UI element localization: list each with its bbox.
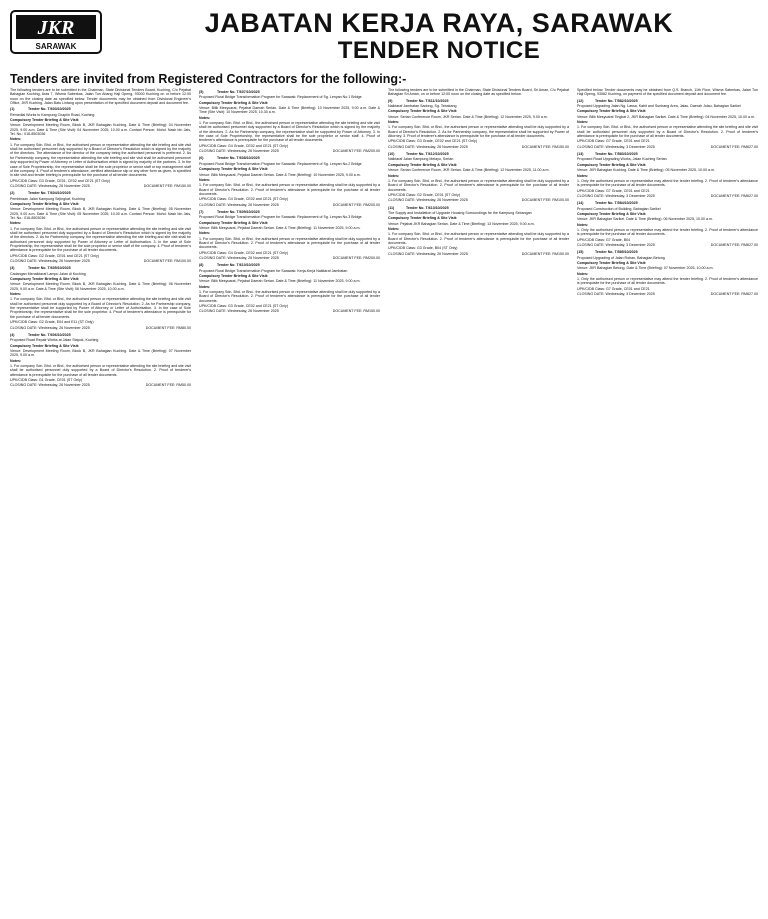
notes-label: Notes: — [10, 292, 22, 297]
tender-code: Tender No. T/582/10/2025 — [595, 98, 638, 103]
tender-code: Tender No. T/609/10/2025 — [217, 209, 260, 214]
briefing-label: Compulsory Tender Briefing & Site Visit: — [388, 216, 458, 221]
tender-heading — [199, 210, 380, 214]
notice-column — [199, 88, 380, 918]
tender-code: Tender No. T/608/10/2025 — [217, 156, 260, 161]
contractor-class: UPK/CIDB Class: G2 Grade, E04 and E11 (ST Only) — [10, 320, 94, 325]
tender-title: Proposed Rural Bridge Transformation Program for Sarawak: Replacement of Sg. Lenyan No.1 Bridge — [199, 95, 362, 100]
briefing-details: Venue: JKR Bahagian Kuching. Date & Time (Briefing): 05 November 2025, 10.00 a.m. — [577, 168, 716, 173]
tender-title: Proposed Upgrading of Jalan Roban, Bahagian Betong — [577, 255, 665, 260]
tender-title: Proposed Upgrading Jalan Ng. Lassa, Kabit and Sunbang Area, Jalau, Daerah Julau, Bahagian Sarikei — [577, 104, 741, 109]
tender-number: (6) — [199, 156, 204, 161]
closing-fee-row — [388, 145, 569, 149]
document-fee: DOCUMENT FEE: RM150.00 — [521, 144, 569, 149]
tender-heading — [10, 333, 191, 337]
contractor-class: UPK/CIDB Class: G3 Grade, CE02 and CE21 (ST Only) — [199, 304, 289, 309]
document-fee: DOCUMENT FEE: RM150.00 — [521, 251, 569, 256]
tender-code: Tender No. T/605/10/2025 — [28, 266, 71, 271]
tender-heading — [577, 99, 758, 103]
tender-number: (10) — [388, 152, 395, 157]
closing-date: CLOSING DATE: Wednesday, 26 November 2025 — [199, 202, 279, 207]
column-lead-paragraph: The following tenders are to be submitted in the Chairman, State Divisional Tenders Board, Kuching, C/o Pejabat Bahagian Kuching, Aras 7, Wisma Saberkas, Jalan Tun Abang Haji Openg, 93000 Kuching on or before 12:00 noon on the closing date as specified below. Tender documents may be obtained from Divisional Engineer's Office, JKR Kuching, Jalan Batu Lintang upon presentation of the specified document deposit and document fee. — [10, 88, 191, 106]
document-fee: DOCUMENT FEE: RM200.00 — [332, 202, 380, 207]
tender-number: (2) — [10, 191, 15, 196]
tender-notes: 1. Only the authorised person or representative may attend the tender briefing. 2. Proof of tenderer's attendance is prerequisite for the purchase of all tender documents. — [577, 178, 758, 188]
closing-date: CLOSING DATE: Wednesday, 26 November 2025 — [10, 325, 90, 330]
tender-title: Naiktaraf Jambatan Sadong, Sg. Tebakang — [388, 104, 457, 109]
briefing-label: Compulsory Tender Briefing & Site Visit: — [577, 211, 647, 216]
jkr-logo — [10, 10, 102, 54]
briefing-details: Venue: JKR Bahagian Betong. Date & Time (Briefing): 07 November 2025, 10.00 a.m. — [577, 266, 714, 271]
tender-entry — [10, 266, 191, 329]
tender-number: (15) — [577, 250, 584, 255]
closing-date: CLOSING DATE: Wednesday, 26 November 2025 — [199, 256, 279, 260]
briefing-details: Venue: Development Meeting Room, Block B, JKR Bahagian Kuching. Date & Time (Briefing): 05 November 2025, 9.00 a.m. Date & Time (Site Visit): 05 November 2025, 10.00 a.m. Contact Person: Mohd. Nasir bin Jais, Tel. No.: 016-8503036 — [10, 207, 191, 220]
closing-date: CLOSING DATE: Wednesday, 26 November 2025 — [199, 309, 279, 314]
tender-notes: 1. For company Sdn. Bhd. or Bhd., the authorised person or representative attending the site briefing and site visit shall be authorised personnel duly supported by a Board of Director's Resolution which is signed by the majority of the directors. The attendance of the director of the company being the authorised personnel is preferred. 2. As for Partnership company, the representative attending the site briefing and site visit shall be authorised personnel duly supported by Power of Attorney or Letter of Authorisation which is signed by majority of the partners. 3. In the case of Sole Proprietorship, the representative shall be the sole proprietor or senior staff or top management staff of the company. 4. Proof of tenderer's attendance, certified attendance slip or any other form as given, is specified in site visit and tender briefing is prerequisite for the purchase of all tender documents. — [10, 142, 191, 178]
logo-text: JKR — [37, 17, 75, 39]
tender-code: Tender No. T/612/10/2025 — [406, 152, 449, 157]
document-fee: DOCUMENT FEE: RM100.00 — [521, 198, 569, 203]
briefing-details: Venue: Bilik Mesyuarat Tingkat 2, JKR Bahagian Sarikei. Date & Time (Briefing): 04 November 2025, 10.00 a.m. — [577, 114, 755, 119]
contractor-class: UPK/CIDB Class: G3 Grade, B04 (ST Only) — [388, 246, 458, 251]
notice-column — [10, 88, 191, 918]
notes-label: Notes: — [577, 271, 589, 276]
notice-column — [388, 88, 569, 918]
document-fee: DOCUMENT FEE: RM200.00 — [332, 149, 380, 154]
tender-code: Tender No. T/583/10/2025 — [595, 152, 638, 157]
tender-entry — [388, 99, 569, 149]
page-subtitle: TENDER NOTICE — [337, 37, 541, 64]
briefing-label: Compulsory Tender Briefing & Site Visit: — [577, 261, 647, 265]
document-fee: DOCUMENT FEE: RM627.00 — [710, 292, 758, 297]
tender-entry — [10, 191, 191, 263]
document-fee: DOCUMENT FEE: RM200.00 — [332, 256, 380, 260]
notes-label: Notes: — [10, 221, 22, 226]
briefing-details: Venue: Development Meeting Room, Block B, JKR Bahagian Kuching. Date & Time (Briefing): 07 November 2025, 9.00 a.m. — [10, 348, 191, 358]
notes-label: Notes: — [10, 358, 22, 363]
closing-fee-row — [199, 309, 380, 313]
briefing-label: Compulsory Tender Briefing & Site Visit: — [577, 109, 647, 114]
closing-date: CLOSING DATE: Wednesday, 3 December 2025 — [577, 193, 655, 198]
tender-heading — [388, 206, 569, 210]
tender-notes: 1. For company Sdn. Bhd. or Bhd., the authorised person or representative attending shall be duly supported by a Board of Director's Resolution. 2. Proof of tenderer's attendance is prerequisite for the purchase of all tender documents. — [388, 178, 569, 192]
tender-heading — [199, 156, 380, 160]
contractor-class: UPK/CIDB Class: G3 Grade, CE01, CE02 and CE21 (ST Only) — [10, 178, 110, 183]
tender-code: Tender No. T/606/10/2025 — [28, 332, 71, 337]
tender-title: The Supply and Installation of Upgrade Housing Surroundings for the Kampung Sebangan — [388, 210, 532, 215]
briefing-label: Compulsory Tender Briefing & Site Visit: — [388, 109, 458, 114]
briefing-details: Venue: Development Meeting Room, Block B, JKR Bahagian Kuching. Date & Time (Briefing): 06 November 2025, 9.00 a.m. Date & Time (Site Visit): 06 November 2025, 10.00 a.m. — [10, 282, 191, 291]
tender-heading — [577, 152, 758, 156]
closing-date: CLOSING DATE: Wednesday, 3 December 2025 — [577, 242, 655, 247]
tender-number: (12) — [577, 98, 584, 103]
closing-date: CLOSING DATE: Wednesday, 26 November 2025 — [388, 198, 468, 203]
tender-notes: 1. For company Sdn. Bhd. or Bhd., the authorised person or representative attending the site briefing and site visit shall be authorised personnel duly supported by a Board of Director's Resolution which is signed by the majority of the directors. 2. As for Partnership company, the representative shall be supported by Power of Attorney. 3. In the case of Sole Proprietorship, the representative shall be the sole proprietor or senior staff. 4. Proof of tenderer's attendance is prerequisite for the purchase of all tender documents. — [199, 121, 380, 143]
notes-label: Notes: — [577, 173, 589, 178]
tender-entry — [577, 99, 758, 149]
tender-notes: 1. For company Sdn. Bhd. or Bhd., the authorised person or representative attending shall be duly supported by a Board of Director's Resolution. 2. Proof of tenderer's attendance is prerequisite for the purchase of all tender documents. — [199, 236, 380, 250]
closing-date: CLOSING DATE: Wednesday, 3 December 2025 — [577, 292, 655, 297]
briefing-label: Compulsory Tender Briefing & Site Visit: — [10, 277, 80, 282]
tender-title: Proposed Rural Bridge Transformation Program for Sarawak: Replacement of Sg. Lenyan No.2 Bridge — [199, 161, 362, 166]
notes-label: Notes: — [199, 177, 211, 182]
document-fee: DOCUMENT FEE: RM627.00 — [710, 242, 758, 247]
tender-code: Tender No. T/610/10/2025 — [217, 263, 260, 268]
tender-entry — [388, 152, 569, 202]
tender-entry — [199, 263, 380, 313]
notice-header — [10, 6, 758, 64]
logo-subtext: SARAWAK — [35, 42, 77, 51]
tender-heading — [388, 99, 569, 103]
tender-entry — [388, 206, 569, 256]
tender-title: Remedial Works to Kampung Chaplin Road, Kuching — [10, 112, 95, 117]
tender-code: Tender No. T/604/10/2025 — [28, 191, 71, 196]
tender-title: Naiktaraf Jalan Kampung Melayu, Serian — [388, 157, 454, 162]
tender-heading — [10, 107, 191, 111]
notes-label: Notes: — [388, 226, 400, 231]
closing-date: CLOSING DATE: Wednesday, 3 December 2025 — [577, 144, 655, 149]
title-block — [120, 8, 758, 64]
closing-date: CLOSING DATE: Wednesday, 26 November 2025 — [388, 251, 468, 256]
document-fee: DOCUMENT FEE: RM150.00 — [332, 309, 380, 314]
briefing-details: Venue: JKR Bahagian Sarikei. Date & Time (Briefing): 06 November 2025, 10.00 a.m. — [577, 217, 714, 222]
column-lead-paragraph: Specified below. Tender documents may be obtained from Q.S. Branch, 11th Floor, Wisma Saberkas, Jalan Tun Haji Openg, 93582 Kuching, on payment of the specified document deposit and document fee. — [577, 88, 758, 97]
tender-notes: 1. For company Sdn. Bhd. or Bhd., the authorised person or representative attending shall be duly supported by a Board of Director's Resolution. 2. Proof of tenderer's attendance is prerequisite for the purchase of all tender documents. — [199, 290, 380, 303]
closing-fee-row — [199, 149, 380, 153]
briefing-label: Compulsory Tender Briefing & Site Visit: — [388, 162, 458, 167]
briefing-details: Venue: Bilik Mesyuarat, Pejabat Daerah Serian. Date & Time (Briefing): 10 November 2025, 9.00 a.m. — [199, 172, 361, 177]
closing-fee-row — [577, 194, 758, 198]
contractor-class: UPK/CIDB Class: G7 Grade, CE01 and CE21 — [577, 286, 650, 291]
tender-number: (8) — [199, 263, 204, 268]
tender-notes: 1. For company Sdn. Bhd. or Bhd., the authorised person or representative attending shall be duly supported by a Board of Director's Resolution. 2. Proof of tenderer's attendance is prerequisite for the purchase of all tender documents. — [388, 232, 569, 245]
tender-heading — [388, 152, 569, 156]
tender-title: Cadangan Menaiktaraf Lampu Jalan di Kuching — [10, 271, 86, 276]
closing-fee-row — [10, 259, 191, 263]
tender-number: (3) — [10, 266, 15, 271]
notes-label: Notes: — [388, 173, 400, 178]
closing-date: CLOSING DATE: Wednesday, 26 November 2025 — [10, 183, 90, 188]
document-fee: DOCUMENT FEE: RM100.00 — [143, 259, 191, 264]
closing-fee-row — [577, 292, 758, 296]
tender-code: Tender No. T/611/10/2025 — [406, 98, 449, 103]
briefing-label: Compulsory Tender Briefing & Site Visit: — [199, 274, 269, 279]
tender-entry — [577, 201, 758, 247]
contractor-class: UPK/CIDB Class: G7 Grade, CE01 and CE21 — [577, 139, 650, 144]
tender-title: Proposed Rural Bridge Transformation Program for Sarawak: Replacement of Sg. Lenyan No.3 Bridge — [199, 215, 362, 220]
tender-code: Tender No. T/584/10/2025 — [595, 201, 638, 206]
tender-notes: 1. For company Sdn. Bhd. or Bhd., the authorised person or representative attending the site briefing and site visit shall be authorised personnel duly supported by a Board of Director's Resolution. 2. Proof of tenderer's attendance is prerequisite for the purchase of all tender documents. — [10, 363, 191, 377]
contractor-class: UPK/CIDB Class: G2 Grade, CE01 and CE21 (ST Only) — [10, 253, 100, 258]
notice-columns — [10, 88, 758, 918]
briefing-details: Venue: Pejabat JKR Bahagian Serian. Date & Time (Briefing): 13 November 2025, 9.00 a.m. — [388, 221, 535, 226]
tender-entry — [199, 156, 380, 206]
tender-notes: 1. For company Sdn. Bhd. or Bhd., the authorised person or representative attending the site briefing and site visit shall be authorised personnel duly supported by a Board of Director's Resolution. 2. As for Partnership company, the representative shall be supported by Power of Attorney or Letter of Authorisation. 3. In the case of Sole Proprietorship, the representative shall be the sole proprietor. 4. Proof of tenderer's attendance is prerequisite for the purchase of all tender documents. — [10, 297, 191, 319]
tender-entry — [10, 333, 191, 388]
document-fee: DOCUMENT FEE: RM50.00 — [145, 383, 191, 388]
contractor-class: UPK/CIDB Class: G4 Grade, CE02 and CE21 (ST Only) — [199, 197, 289, 202]
tender-number: (7) — [199, 209, 204, 214]
briefing-details: Venue: Bilik Mesyuarat, Pejabat Daerah Serian. Date & Time (Briefing): 11 November 2025, 9.00 a.m. — [199, 279, 361, 284]
tender-title: Pembinaan Jalan Kampung Sejingkat, Kuching — [10, 196, 85, 201]
tender-title: Proposed Road Upgrading Works, Jalan Kuching Serian — [577, 157, 667, 162]
tender-entry — [577, 250, 758, 296]
tender-number: (13) — [577, 152, 584, 157]
briefing-details: Venue: Serian Conference Room, JKR Serian. Date & Time (Briefing): 12 November 2025, 9.00 a.m. — [388, 114, 548, 119]
tender-heading — [577, 201, 758, 205]
closing-fee-row — [577, 243, 758, 247]
contractor-class: UPK/CIDB Class: G7 Grade, B04 — [577, 237, 631, 242]
column-lead-paragraph: The following tenders are to be submitted in the Chairman, State Divisional Tenders Board, Sri Aman, C/o Pejabat Bahagian Sri Aman, on or before 12:00 noon on the closing date as specified below. — [388, 88, 569, 97]
tender-code: Tender No. T/585/10/2025 — [595, 250, 638, 255]
briefing-details: Venue: Development Meeting Room, Block B, JKR Bahagian Kuching. Date & Time (Briefing): 04 November 2025, 9.00 a.m. Date & Time (Site Visit): 04 November 2025, 10.00 a.m. Contact Person: Mohd. Nasir bin Jais, Tel. No.: 016-8503036 — [10, 123, 191, 137]
tender-code: Tender No. T/607/10/2025 — [217, 90, 260, 94]
briefing-details: Venue: Bilik Mesyuarat, Pejabat Daerah Serian. Date & Time (Briefing): 10 November 2025, 9.00 a.m. Date & Time (Site Visit): 10 November 2025, 10.30 a.m. — [199, 106, 380, 115]
tender-code: Tender No. T/613/10/2025 — [406, 205, 449, 210]
tender-number: (5) — [199, 90, 204, 94]
tender-entry — [199, 210, 380, 260]
closing-fee-row — [388, 252, 569, 256]
contractor-class: UPK/CIDB Class: G4 Grade, CE02 and CE21 (ST Only) — [199, 143, 289, 148]
page-title: JABATAN KERJA RAYA, SARAWAK — [204, 8, 674, 38]
document-fee: DOCUMENT FEE: RM150.00 — [143, 183, 191, 188]
notes-label: Notes: — [199, 231, 211, 236]
tender-code: Tender No. T/603/10/2025 — [28, 107, 71, 112]
briefing-label: Compulsory Tender Briefing & Site Visit: — [199, 220, 269, 225]
intro-heading: Tenders are invited from Registered Contractors for the following:- — [10, 72, 407, 86]
closing-date: CLOSING DATE: Wednesday, 26 November 2025 — [10, 383, 90, 388]
tender-title: Proposed Construction of Building, Bahagian Sarikei — [577, 206, 661, 211]
briefing-details: Venue: Bilik Mesyuarat, Pejabat Daerah Serian. Date & Time (Briefing): 11 November 2025, 9.00 a.m. — [199, 225, 361, 230]
closing-date: CLOSING DATE: Wednesday, 26 November 2025 — [199, 149, 279, 154]
briefing-label: Compulsory Tender Briefing & Site Visit: — [577, 162, 647, 167]
tender-number: (11) — [388, 205, 395, 210]
tender-notes: 1. For company Sdn. Bhd. or Bhd., the authorised person or representative attending the site briefing and site visit shall be authorised personnel duly supported by a Board of Director's Resolution which is signed by the majority of the directors. 2. As for Partnership company, the representative attending the site briefing and site visit shall be authorised personnel duly supported by Power of Attorney or Letter of Authorisation. 3. In the case of Sole Proprietorship, the representative shall be the sole proprietor or senior staff of the company. 4. Proof of tenderer's attendance is prerequisite for the purchase of all tender documents. — [10, 226, 191, 253]
document-fee: DOCUMENT FEE: RM627.00 — [710, 193, 758, 198]
closing-fee-row — [199, 256, 380, 260]
tender-entry — [199, 90, 380, 153]
tender-heading — [10, 191, 191, 195]
document-fee: DOCUMENT FEE: RM80.00 — [145, 325, 191, 330]
closing-fee-row — [10, 383, 191, 387]
notes-label: Notes: — [577, 120, 589, 125]
closing-fee-row — [10, 326, 191, 330]
closing-fee-row — [577, 145, 758, 149]
notes-label: Notes: — [388, 120, 400, 125]
notes-label: Notes: — [199, 115, 211, 120]
briefing-details: Venue: Serian Conference Room, JKR Serian. Date & Time (Briefing): 12 November 2025, 11.00 a.m. — [388, 168, 550, 173]
contractor-class: UPK/CIDB Class: G3 Grade, CE02 and CE21 (ST Only) — [388, 139, 478, 144]
briefing-label: Compulsory Tender Briefing & Site Visit: — [10, 118, 80, 123]
tender-number: (14) — [577, 201, 584, 206]
tender-heading — [199, 90, 380, 94]
closing-date: CLOSING DATE: Wednesday, 26 November 2025 — [10, 259, 90, 264]
tender-number: (9) — [388, 98, 393, 103]
tender-notes: 1. For company Sdn. Bhd. or Bhd., the authorised person or representative attending shall be duly supported by a Board of Director's Resolution. 2. Proof of tenderer's attendance is prerequisite for the purchase of all tender documents. — [199, 183, 380, 196]
tender-title: Proposed Rural Bridge Transformation Program for Sarawak: Kerja-Kerja Naiktaraf Jambatan — [199, 268, 348, 273]
closing-date: CLOSING DATE: Wednesday, 26 November 2025 — [388, 144, 468, 149]
tender-entry — [577, 152, 758, 198]
notes-label: Notes: — [10, 137, 22, 142]
tender-notes: 1. Only the authorised person or representative may attend the tender briefing. 2. Proof of tenderer's attendance is prerequisite for the purchase of all tender documents. — [577, 227, 758, 237]
briefing-label: Compulsory Tender Briefing & Site Visit: — [199, 167, 269, 172]
closing-fee-row — [199, 203, 380, 207]
document-fee: DOCUMENT FEE: RM627.00 — [710, 144, 758, 149]
tender-number: (4) — [10, 332, 15, 337]
tender-heading — [199, 263, 380, 267]
briefing-label: Compulsory Tender Briefing & Site Visit: — [199, 100, 269, 105]
tender-notes: 1. Only the authorised person or representative may attend the tender briefing. 2. Proof of tenderer's attendance is prerequisite for the purchase of all tender documents. — [577, 277, 758, 286]
tender-number: (1) — [10, 107, 15, 112]
tender-title: Proposed Road Repair Works at Jalan Stapok, Kuching — [10, 338, 99, 343]
tender-notes: 1. For company Sdn. Bhd. or Bhd., the authorised person or representative attending the site briefing and site visit shall be authorised personnel duly supported by a Board of Director's Resolution. 2. Proof of tenderer's attendance is prerequisite for the purchase of all tender documents. — [577, 125, 758, 139]
notes-label: Notes: — [577, 222, 589, 227]
contractor-class: UPK/CIDB Class: G1 Grade, CE01 (ST Only) — [10, 377, 83, 382]
tender-heading — [10, 266, 191, 270]
tender-notes: 1. For company Sdn. Bhd. or Bhd., the authorised person or representative attending shall be duly supported by a Board of Director's Resolution. 2. As for Partnership company, the representative shall be supported by Power of Attorney. 3. Proof of tenderer's attendance is prerequisite for the purchase of all tender documents. — [388, 125, 569, 139]
closing-fee-row — [10, 184, 191, 188]
tender-heading — [577, 250, 758, 254]
tender-entry — [10, 107, 191, 188]
briefing-label: Compulsory Tender Briefing & Site Visit: — [10, 343, 80, 348]
notes-label: Notes: — [199, 284, 211, 289]
contractor-class: UPK/CIDB Class: G7 Grade, CE01 and CE21 — [577, 188, 650, 193]
briefing-label: Compulsory Tender Briefing & Site Visit: — [10, 201, 80, 206]
notice-column — [577, 88, 758, 918]
contractor-class: UPK/CIDB Class: G2 Grade, CE01 (ST Only) — [388, 192, 461, 197]
contractor-class: UPK/CIDB Class: G4 Grade, CE02 and CE21 (ST Only) — [199, 250, 289, 255]
closing-fee-row — [388, 198, 569, 202]
